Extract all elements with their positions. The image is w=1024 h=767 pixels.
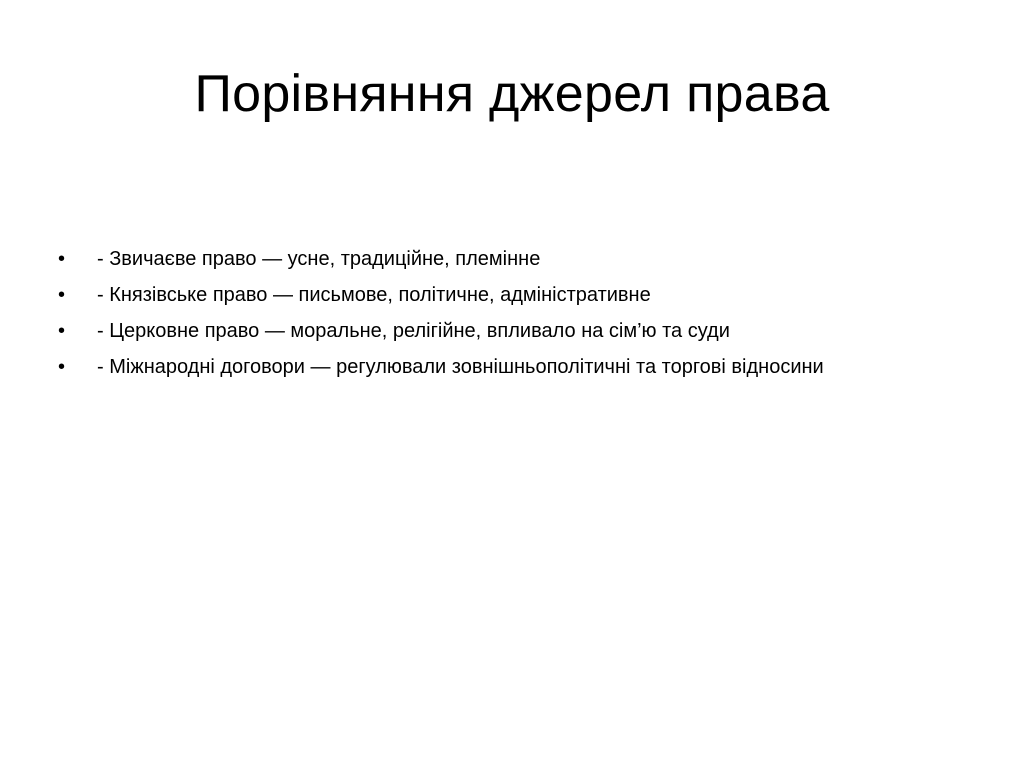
slide-title: Порівняння джерел права (194, 65, 830, 123)
list-item (58, 282, 878, 309)
list-item-text: - Церковне право — моральне, релігійне, впливало на сім’ю та суди (97, 320, 730, 342)
list-item (58, 246, 878, 273)
list-item (58, 354, 878, 381)
list-item-text: - Князівське право — письмове, політичне, адміністративне (97, 284, 651, 306)
bullet-icon: • (58, 284, 66, 306)
bullet-icon: • (58, 356, 66, 378)
bullet-icon: • (58, 320, 66, 342)
bullet-icon: • (58, 248, 66, 270)
list-item-text: - Міжнародні договори — регулювали зовнішньополітичні та торгові відносини (97, 356, 824, 378)
bullet-list (58, 246, 878, 390)
list-item-text: - Звичаєве право — усне, традиційне, племінне (97, 248, 541, 270)
list-item (58, 318, 878, 345)
